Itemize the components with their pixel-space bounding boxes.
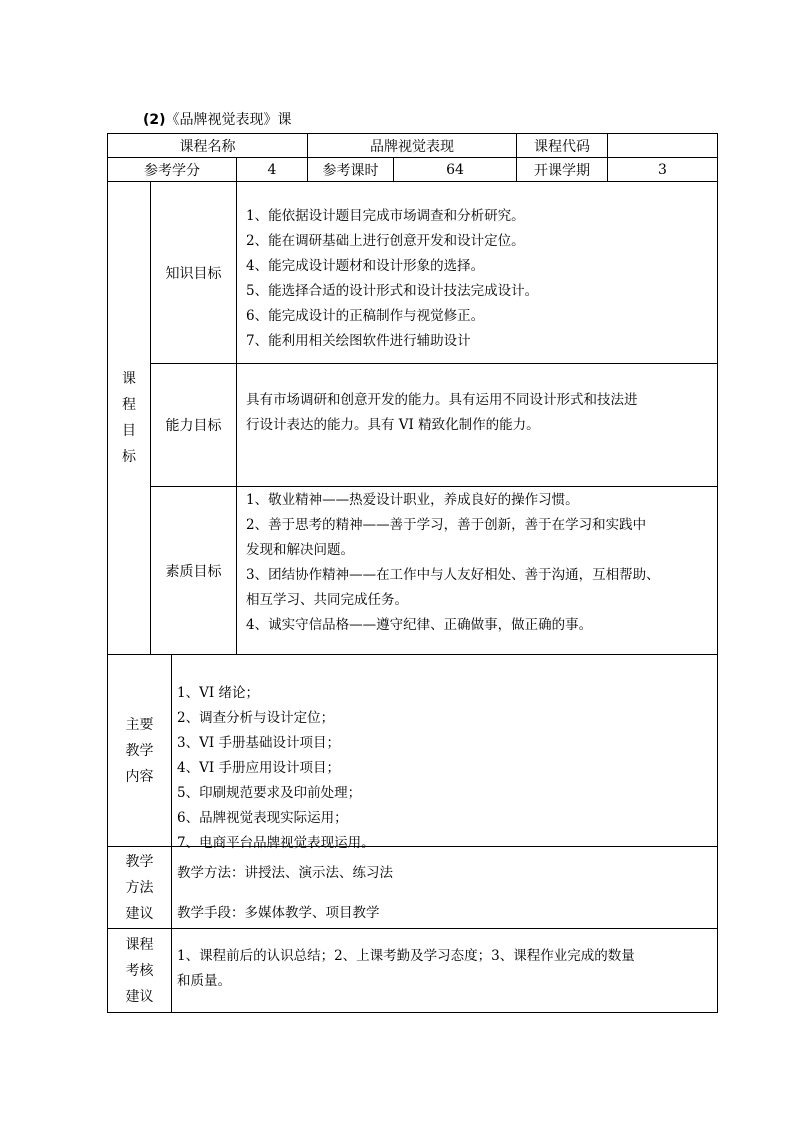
hours-label: 参考课时 (307, 157, 394, 182)
quality-goals-label: 素质目标 (150, 486, 237, 655)
course-goals-label: 课 程 目 标 (107, 181, 151, 655)
credit-value: 4 (236, 157, 308, 182)
course-name-label: 课程名称 (107, 133, 308, 158)
methods-label: 教学 方法 建议 (107, 846, 172, 929)
hours-value: 64 (393, 157, 517, 182)
knowledge-goals-content: 1、能依据设计题目完成市场调查和分析研究。 2、能在调研基础上进行创意开发和设计定位。 4、能完成设计题材和设计形象的选择。 5、能选择合适的设计形式和设计技法完成设计。 6、能完成设计的正稿制作与视觉修正。 7、能利用相关绘图软件进行辅助设计 (236, 181, 718, 364)
ability-goals-label: 能力目标 (150, 363, 237, 487)
knowledge-goals-label: 知识目标 (150, 181, 237, 364)
main-content-label: 主要 教学 内容 (107, 654, 172, 847)
course-code-label: 课程代码 (516, 133, 608, 158)
course-code-value (607, 133, 718, 158)
ability-goals-content: 具有市场调研和创意开发的能力。具有运用不同设计形式和技法进 行设计表达的能力。具有 VI 精致化制作的能力。 (236, 363, 718, 487)
section-heading (143, 109, 292, 129)
term-label: 开课学期 (516, 157, 608, 182)
section-number: (2) (143, 112, 166, 128)
main-content-list: 1、VI 绪论； 2、调查分析与设计定位； 3、VI 手册基础设计项目； 4、VI 手册应用设计项目； 5、印刷规范要求及印前处理； 6、品牌视觉表现实际运用； 7、电商平台品牌视觉表现运用。 (171, 654, 718, 847)
credit-label: 参考学分 (107, 157, 237, 182)
quality-goals-content: 1、敬业精神——热爱设计职业，养成良好的操作习惯。 2、善于思考的精神——善于学习，善于创新，善于在学习和实践中 发现和解决问题。 3、团结协作精神——在工作中与人友好相处、善于沟通，互相帮助、 相互学习、共同完成任务。 4、诚实守信品格——遵守纪律、正确做事，做正确的事。 (236, 486, 718, 655)
assessment-content: 1、课程前后的认识总结；2、上课考勤及学习态度；3、课程作业完成的数量 和质量。 (171, 928, 718, 1013)
term-value: 3 (607, 157, 718, 182)
section-title: 《品牌视觉表现》课 (165, 112, 292, 128)
assessment-label: 课程 考核 建议 (107, 928, 172, 1013)
methods-content: 教学方法：讲授法、演示法、练习法 教学手段：多媒体教学、项目教学 (171, 846, 718, 929)
course-name-value: 品牌视觉表现 (307, 133, 517, 158)
